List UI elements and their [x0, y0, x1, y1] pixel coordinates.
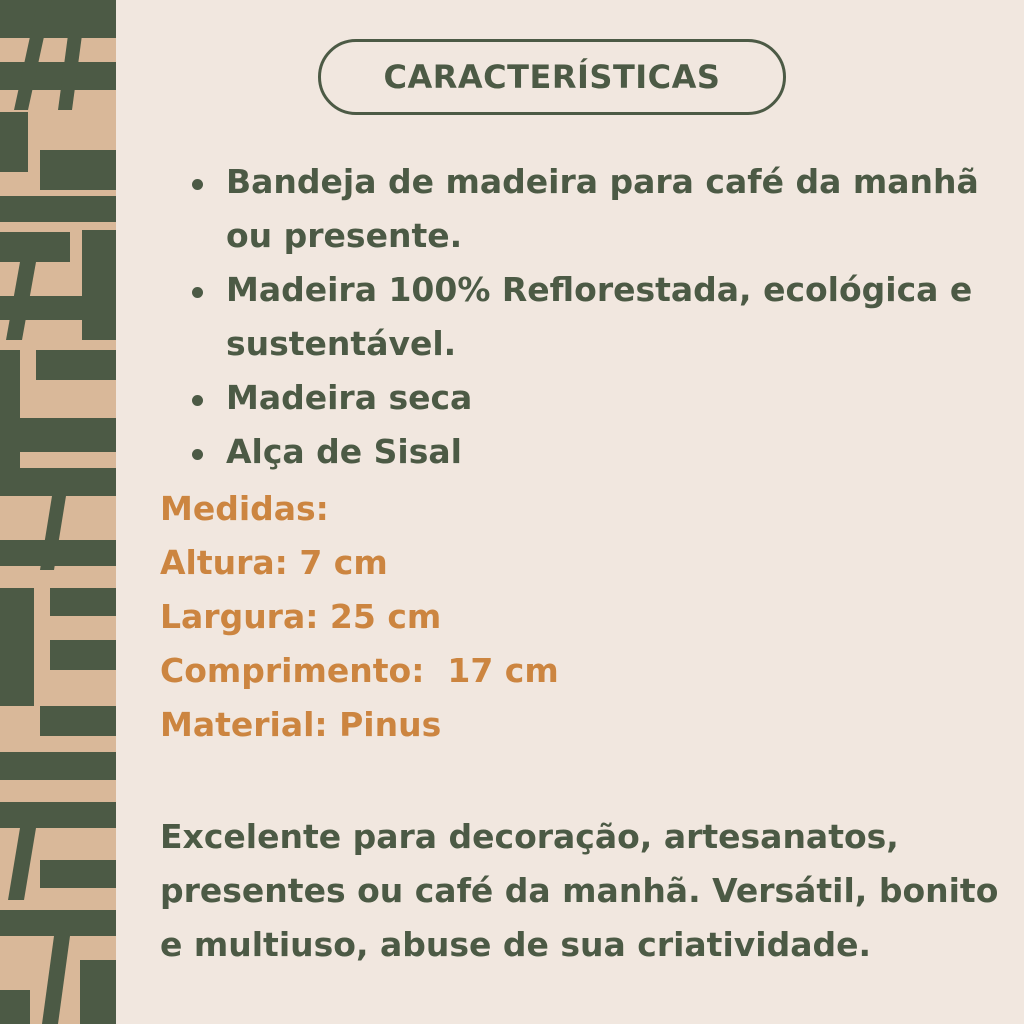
decorative-pattern-icon	[0, 0, 116, 1024]
list-item: Madeira seca	[190, 371, 990, 425]
page-title: CARACTERÍSTICAS	[318, 39, 786, 115]
list-item: Madeira 100% Reflorestada, ecológica e sustentável.	[190, 263, 990, 371]
spec-comprimento: Comprimento: 17 cm	[160, 651, 559, 690]
spec-material: Material: Pinus	[160, 705, 442, 744]
list-item: Bandeja de madeira para café da manhã ou presente.	[190, 155, 990, 263]
spec-altura: Altura: 7 cm	[160, 543, 388, 582]
specs-heading: Medidas:	[160, 489, 329, 528]
decorative-pattern	[0, 0, 116, 1024]
specs-block	[160, 482, 960, 752]
spec-largura: Largura: 25 cm	[160, 597, 442, 636]
list-item: Alça de Sisal	[190, 425, 990, 479]
features-list	[190, 155, 990, 479]
description-text: Excelente para decoração, artesanatos, presentes ou café da manhã. Versátil, bonito e multiuso, abuse de sua criatividade.	[160, 817, 999, 964]
